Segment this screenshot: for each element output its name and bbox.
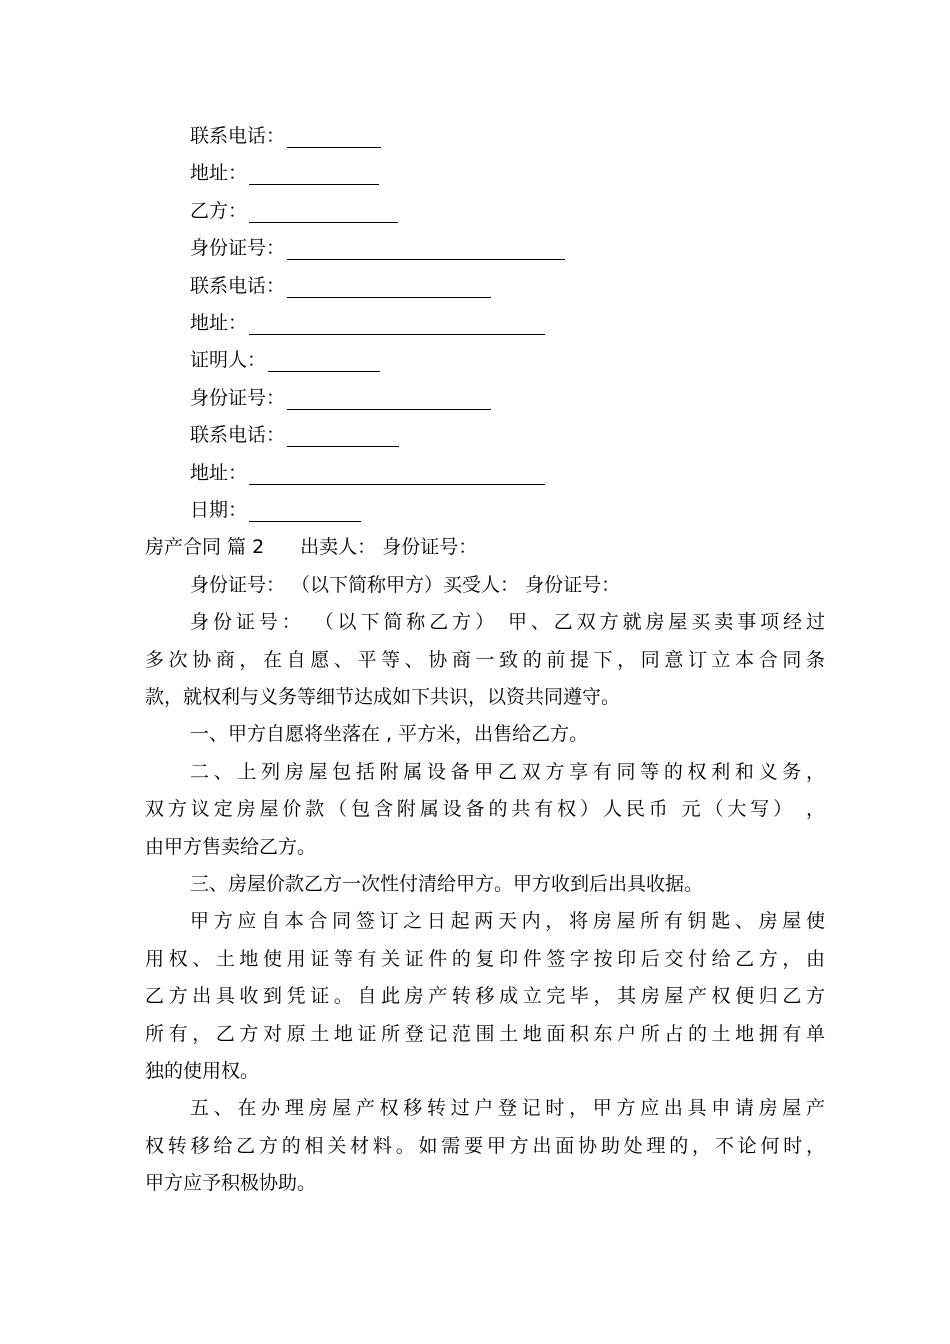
body-text-line: 双方议定房屋价款（包含附属设备的共有权）人民币 元（大写） ， xyxy=(145,798,825,821)
body-text-line: 独的使用权。 xyxy=(145,1060,260,1082)
field-blank-line xyxy=(287,230,565,260)
field-label: 联系电话： xyxy=(190,125,286,147)
field-label: 身份证号： xyxy=(190,237,286,260)
body-text-line: 一、甲方自愿将坐落在 , 平方米，出售给乙方。 xyxy=(190,723,589,746)
field-blank-line xyxy=(249,193,398,223)
section-heading-rest: 出卖人： 身份证号： xyxy=(300,536,478,559)
field-blank-line xyxy=(287,417,399,447)
field-blank-line xyxy=(249,455,545,485)
form-field xyxy=(190,118,950,155)
body-text-line: 身份证号： （以下简称甲方）买受人： 身份证号： xyxy=(190,573,621,596)
form-field xyxy=(190,492,950,529)
field-blank-line xyxy=(287,380,491,410)
body-text-line: 甲方应自本合同签订之日起两天内，将房屋所有钥匙、房屋使 xyxy=(190,910,825,933)
form-field xyxy=(190,230,950,267)
field-label: 联系电话： xyxy=(190,424,286,447)
body-text-line: 三、房屋价款乙方一次性付清给甲方。甲方收到后出具收据。 xyxy=(190,873,704,895)
form-field xyxy=(190,342,950,379)
form-field xyxy=(190,380,950,417)
form-field xyxy=(190,455,950,492)
field-blank-line xyxy=(249,305,545,335)
body-text-line: 款，就权利与义务等细节达成如下共识，以资共同遵守。 xyxy=(145,686,621,708)
body-text-line: 所有，乙方对原土地证所登记范围土地面积东户所占的土地拥有单 xyxy=(145,1022,825,1045)
field-label: 地址： xyxy=(190,162,248,185)
field-label: 地址： xyxy=(190,461,248,484)
body-text-line: 用权、土地使用证等有关证件的复印件签字按印后交付给乙方，由 xyxy=(145,947,825,970)
field-label: 地址： xyxy=(190,312,248,334)
field-label: 证明人： xyxy=(190,349,267,372)
body-text-line: 由甲方售卖给乙方。 xyxy=(145,835,317,858)
field-blank-line xyxy=(249,155,379,185)
form-field xyxy=(190,305,950,342)
body-text-line: 乙方出具收到凭证。自此房产转移成立完毕，其房屋产权便归乙方 xyxy=(145,985,825,1008)
field-blank-line xyxy=(249,492,361,522)
section-heading xyxy=(145,529,825,566)
field-label: 日期： xyxy=(190,499,248,521)
field-label: 身份证号： xyxy=(190,386,286,409)
body-text-line: 五、在办理房屋产权移转过户登记时，甲方应出具申请房屋产 xyxy=(190,1097,825,1120)
body-text-line: 多次协商，在自愿、平等、协商一致的前提下，同意订立本合同条 xyxy=(145,648,825,671)
field-blank-line xyxy=(287,268,491,298)
form-field xyxy=(190,193,950,230)
field-blank-line xyxy=(268,342,380,372)
form-field xyxy=(190,155,950,192)
section-title: 房产合同 篇 2 xyxy=(145,536,265,559)
field-blank-line xyxy=(287,118,381,148)
field-label: 乙方： xyxy=(190,199,248,222)
body-text-line: 权转移给乙方的相关材料。如需要甲方出面协助处理的，不论何时， xyxy=(145,1134,825,1157)
form-field xyxy=(190,268,950,305)
body-text-line: 二、上列房屋包括附属设备甲乙双方享有同等的权利和义务， xyxy=(190,760,825,783)
field-label: 联系电话： xyxy=(190,274,286,297)
body-text-line: 身份证号： （以下简称乙方） 甲、乙双方就房屋买卖事项经过 xyxy=(190,611,825,634)
body-text-line: 甲方应予积极协助。 xyxy=(145,1172,317,1195)
form-field xyxy=(190,417,950,454)
